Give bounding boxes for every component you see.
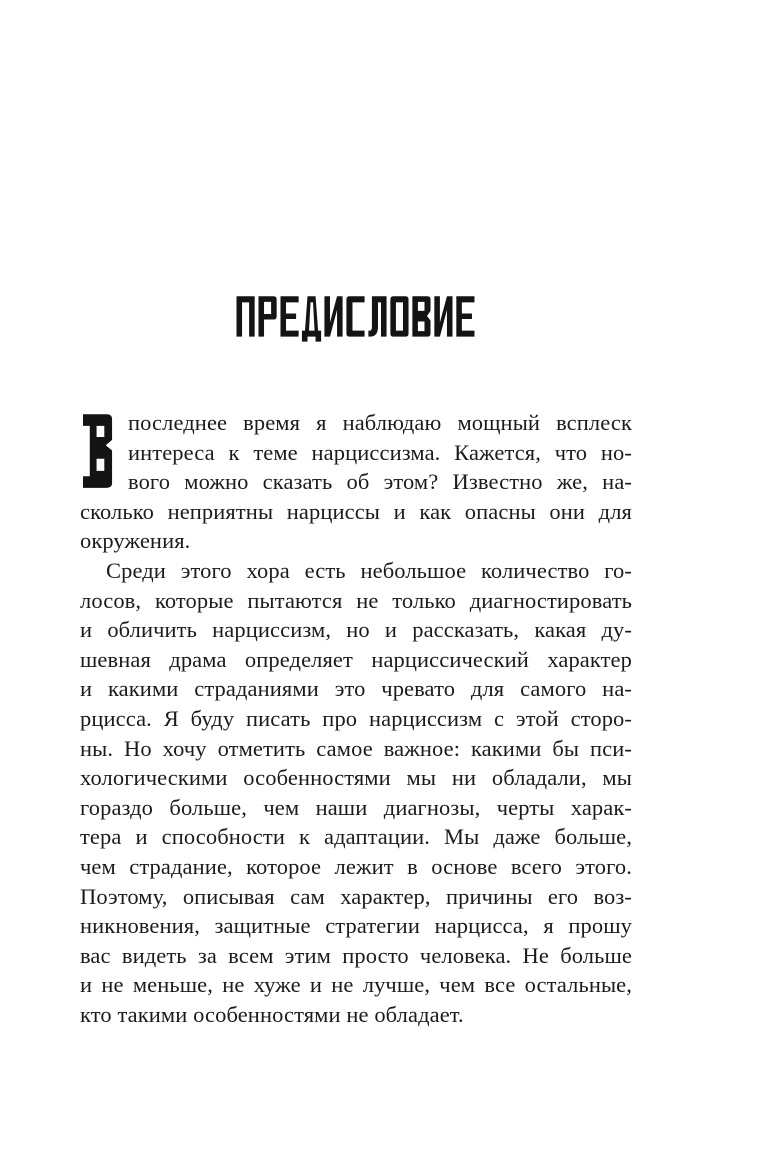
text-line: хологическими особенностями мы ни обладали, мы bbox=[80, 765, 632, 791]
text-line: и какими страданиями это чревато для самого на- bbox=[80, 676, 632, 702]
text-line: Среди этого хора есть небольшое количество го- bbox=[106, 557, 632, 583]
text-line: Поэтому, описывая сам характер, причины его воз- bbox=[80, 883, 632, 909]
text-line: и не меньше, не хуже и не лучше, чем все остальные, bbox=[80, 972, 632, 998]
text-line: кто такими особенностями не обладает. bbox=[80, 1001, 464, 1027]
text-line: ны. Но хочу отметить самое важное: какими бы пси- bbox=[80, 735, 632, 761]
chapter-title bbox=[80, 296, 632, 346]
text-line: вого можно сказать об этом? Известно же, на- bbox=[128, 469, 632, 495]
text-line: тера и способности к адаптации. Мы даже больше, bbox=[80, 824, 632, 850]
text-line: никновения, защитные стратегии нарцисса, я прошу bbox=[80, 913, 632, 939]
text-line: рцисса. Я буду писать про нарциссизм с этой сторо- bbox=[80, 705, 632, 731]
chapter-title-lettering bbox=[235, 296, 477, 343]
body-text bbox=[80, 408, 632, 1029]
text-line: шевная драма определяет нарциссический характер bbox=[80, 646, 632, 672]
text-line: гораздо больше, чем наши диагнозы, черты харак- bbox=[80, 794, 632, 820]
text-line: сколько неприятны нарциссы и как опасны они для bbox=[80, 498, 632, 524]
text-line: окружения. bbox=[80, 528, 191, 554]
text-line: интереса к теме нарциссизма. Кажется, что но- bbox=[128, 439, 632, 465]
drop-cap-letter bbox=[83, 413, 114, 489]
text-line: вас видеть за всем этим просто человека. Не больше bbox=[80, 942, 632, 968]
text-line: чем страдание, которое лежит в основе всего этого. bbox=[80, 853, 632, 879]
text-line: и обличить нарциссизм, но и рассказать, какая ду- bbox=[80, 617, 632, 643]
text-line: последнее время я наблюдаю мощный всплеск bbox=[128, 410, 632, 435]
text-line: лосов, которые пытаются не только диагностировать bbox=[80, 587, 632, 613]
